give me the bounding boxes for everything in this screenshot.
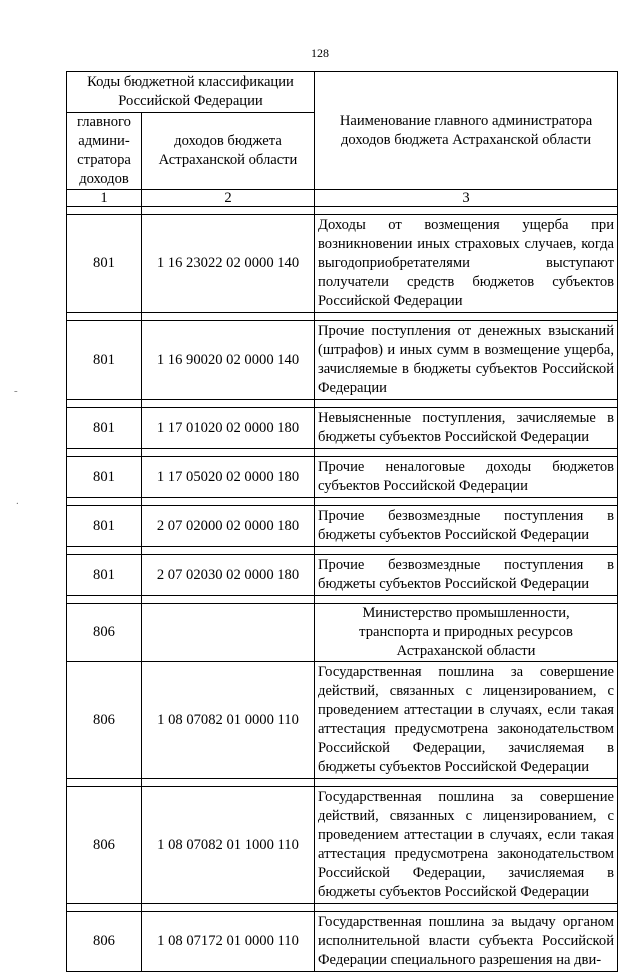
header-group-title: Коды бюджетной классификации Российской Федерации	[67, 72, 315, 113]
budget-code: 2 07 02000 02 0000 180	[142, 506, 315, 547]
header-col3-title: Наименование главного администратора доходов бюджета Астраханской области	[315, 72, 618, 190]
budget-code: 1 08 07082 01 0000 110	[142, 662, 315, 779]
budget-code: 1 08 07082 01 1000 110	[142, 787, 315, 904]
header-row-1	[67, 72, 618, 113]
admin-code: 801	[67, 555, 142, 596]
margin-mark: .	[16, 495, 19, 507]
page-number: 128	[311, 46, 329, 60]
table-row	[67, 408, 618, 449]
admin-code: 801	[67, 408, 142, 449]
budget-code: 1 16 23022 02 0000 140	[142, 215, 315, 313]
spacer-row	[67, 313, 618, 321]
spacer-row	[67, 596, 618, 604]
revenue-name: Прочие поступления от денежных взысканий (штрафов) и иных сумм в возмещение ущерба, зачисляемые в бюджеты субъектов Российской Федерации	[315, 321, 618, 400]
column-numbers-row	[67, 190, 618, 207]
spacer-row	[67, 207, 618, 215]
revenue-name: Невыясненные поступления, зачисляемые в бюджеты субъектов Российской Федерации	[315, 408, 618, 449]
budget-code: 1 16 90020 02 0000 140	[142, 321, 315, 400]
table-row	[67, 912, 618, 972]
budget-code: 2 07 02030 02 0000 180	[142, 555, 315, 596]
budget-code: 1 08 07172 01 0000 110	[142, 912, 315, 972]
spacer-row	[67, 449, 618, 457]
budget-code: 1 17 05020 02 0000 180	[142, 457, 315, 498]
admin-code: 801	[67, 215, 142, 313]
table-row-ministry	[67, 604, 618, 662]
admin-code: 806	[67, 787, 142, 904]
budget-code	[142, 604, 315, 662]
revenue-name: Государственная пошлина за выдачу органом исполнительной власти субъекта Российской Федерации специального разрешения на дви-	[315, 912, 618, 972]
table-row	[67, 787, 618, 904]
revenue-name: Государственная пошлина за совершение действий, связанных с лицензированием, с проведением аттестации в случаях, если такая аттестация предусмотрена законодательством Российской Федерации, зачисляемая в бюджеты субъектов Российской Федерации	[315, 662, 618, 779]
revenue-name: Государственная пошлина за совершение действий, связанных с лицензированием, с проведением аттестации в случаях, если такая аттестация предусмотрена законодательством Российской Федерации, зачисляемая в бюджеты субъектов Российской Федерации	[315, 787, 618, 904]
spacer-row	[67, 779, 618, 787]
spacer-row	[67, 547, 618, 555]
column-number: 1	[67, 190, 142, 207]
revenue-name: Прочие безвозмездные поступления в бюджеты субъектов Российской Федерации	[315, 506, 618, 547]
admin-code: 806	[67, 604, 142, 662]
budget-code: 1 17 01020 02 0000 180	[142, 408, 315, 449]
column-number: 2	[142, 190, 315, 207]
admin-code: 801	[67, 506, 142, 547]
table-row	[67, 215, 618, 313]
table-row	[67, 506, 618, 547]
header-col1-title: главного админи-стратора доходов	[67, 113, 142, 190]
margin-mark: -	[14, 385, 18, 397]
table-row	[67, 321, 618, 400]
revenue-name: Доходы от возмещения ущерба при возникновении иных страховых случаев, когда выгодоприобретателями выступают получатели средств бюджетов субъектов Российской Федерации	[315, 215, 618, 313]
revenue-name: Прочие неналоговые доходы бюджетов субъектов Российской Федерации	[315, 457, 618, 498]
budget-codes-table	[66, 71, 618, 972]
ministry-name: Министерство промышленности, транспорта и природных ресурсов Астраханской области	[315, 604, 618, 662]
table-row	[67, 555, 618, 596]
revenue-name: Прочие безвозмездные поступления в бюджеты субъектов Российской Федерации	[315, 555, 618, 596]
table-row	[67, 457, 618, 498]
header-col2-title: доходов бюджета Астраханской области	[142, 113, 315, 190]
admin-code: 806	[67, 912, 142, 972]
spacer-row	[67, 498, 618, 506]
table-row	[67, 662, 618, 779]
admin-code: 806	[67, 662, 142, 779]
spacer-row	[67, 400, 618, 408]
column-number: 3	[315, 190, 618, 207]
admin-code: 801	[67, 321, 142, 400]
admin-code: 801	[67, 457, 142, 498]
